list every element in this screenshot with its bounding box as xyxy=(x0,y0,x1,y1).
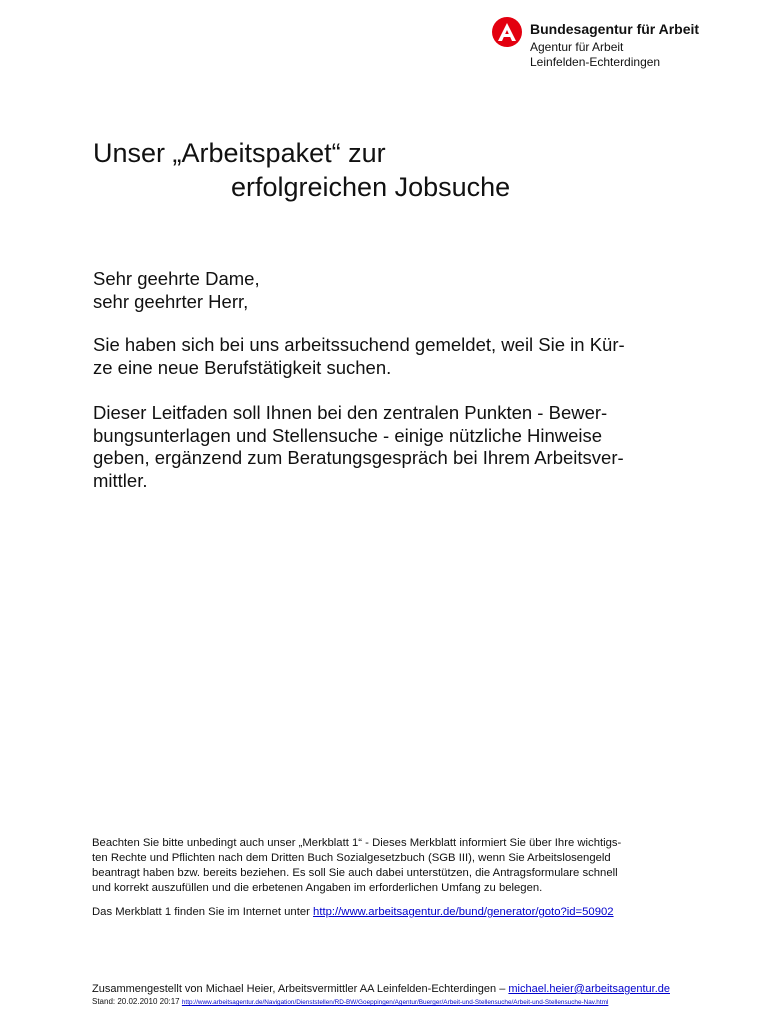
intro-line: Sie haben sich bei uns arbeitssuchend gemeldet, weil Sie in Kür- xyxy=(93,334,625,355)
guide-line: bungsunterlagen und Stellensuche - einige nützliche Hinweise xyxy=(93,424,603,446)
guide-line: Dieser Leitfaden soll Ihnen bei den zentralen Punkten - Bewer- xyxy=(93,402,608,423)
compiled-by-text: Zusammengestellt von Michael Heier, Arbeitsvermittler AA Leinfelden-Echterdingen – xyxy=(92,983,509,995)
salutation-line: Sehr geehrte Dame, xyxy=(93,268,260,289)
merkblatt-reference xyxy=(92,905,614,920)
document-title-line-2: erfolgreichen Jobsuche xyxy=(231,172,511,202)
salutation xyxy=(93,268,260,313)
org-name: Bundesagentur für Arbeit xyxy=(530,21,700,37)
page-url-link[interactable]: http://www.arbeitsagentur.de/Navigation/Dienststellen/RD-BW/Goeppingen/Agentur/Buerger/Arbeit-und-Stellensuche/Arbeit-und-Stellensuche-Nav.html xyxy=(181,999,609,1006)
notice-line: ten Rechte und Pflichten nach dem Dritten Buch Sozialgesetzbuch (SGB III), wenn Sie Arbeitslosengeld xyxy=(92,852,611,864)
footer-stand xyxy=(92,996,608,1008)
email-link[interactable]: michael.heier@arbeitsagentur.de xyxy=(508,983,670,995)
agency-line-1: Agentur für Arbeit xyxy=(530,40,624,54)
guide-line: geben, ergänzend zum Beratungsgespräch bei Ihrem Arbeitsver- xyxy=(93,447,624,468)
agency-name xyxy=(530,40,660,70)
notice-line: Beachten Sie bitte unbedingt auch unser „Merkblatt 1“ - Dieses Merkblatt informiert Sie über Ihre wichtigs- xyxy=(92,837,622,849)
document-title-line-1: Unser „Arbeitspaket“ zur xyxy=(93,138,386,168)
intro-line: ze eine neue Berufstätigkeit suchen. xyxy=(93,356,392,378)
guide-line: mittler. xyxy=(93,469,148,491)
stand-text: Stand: 20.02.2010 20:17 xyxy=(92,997,182,1006)
salutation-line: sehr geehrter Herr, xyxy=(93,290,249,312)
merkblatt-link[interactable]: http://www.arbeitsagentur.de/bund/generator/goto?id=50902 xyxy=(313,906,614,918)
footer-compiled-by xyxy=(92,983,670,996)
merkblatt-notice xyxy=(92,836,621,896)
ba-logo-icon xyxy=(492,17,522,47)
agency-line-2: Leinfelden-Echterdingen xyxy=(530,55,661,69)
guide-paragraph xyxy=(93,402,624,492)
notice-line: und korrekt auszufüllen und die erbetenen Angaben im erforderlichen Umfang zu belegen. xyxy=(92,882,543,894)
notice-line: beantragt haben bzw. bereits beziehen. Es soll Sie auch dabei unterstützen, die Antragsformulare schnell xyxy=(92,867,618,879)
merkblatt-text: Das Merkblatt 1 finden Sie im Internet unter xyxy=(92,906,314,918)
intro-paragraph xyxy=(93,334,625,379)
